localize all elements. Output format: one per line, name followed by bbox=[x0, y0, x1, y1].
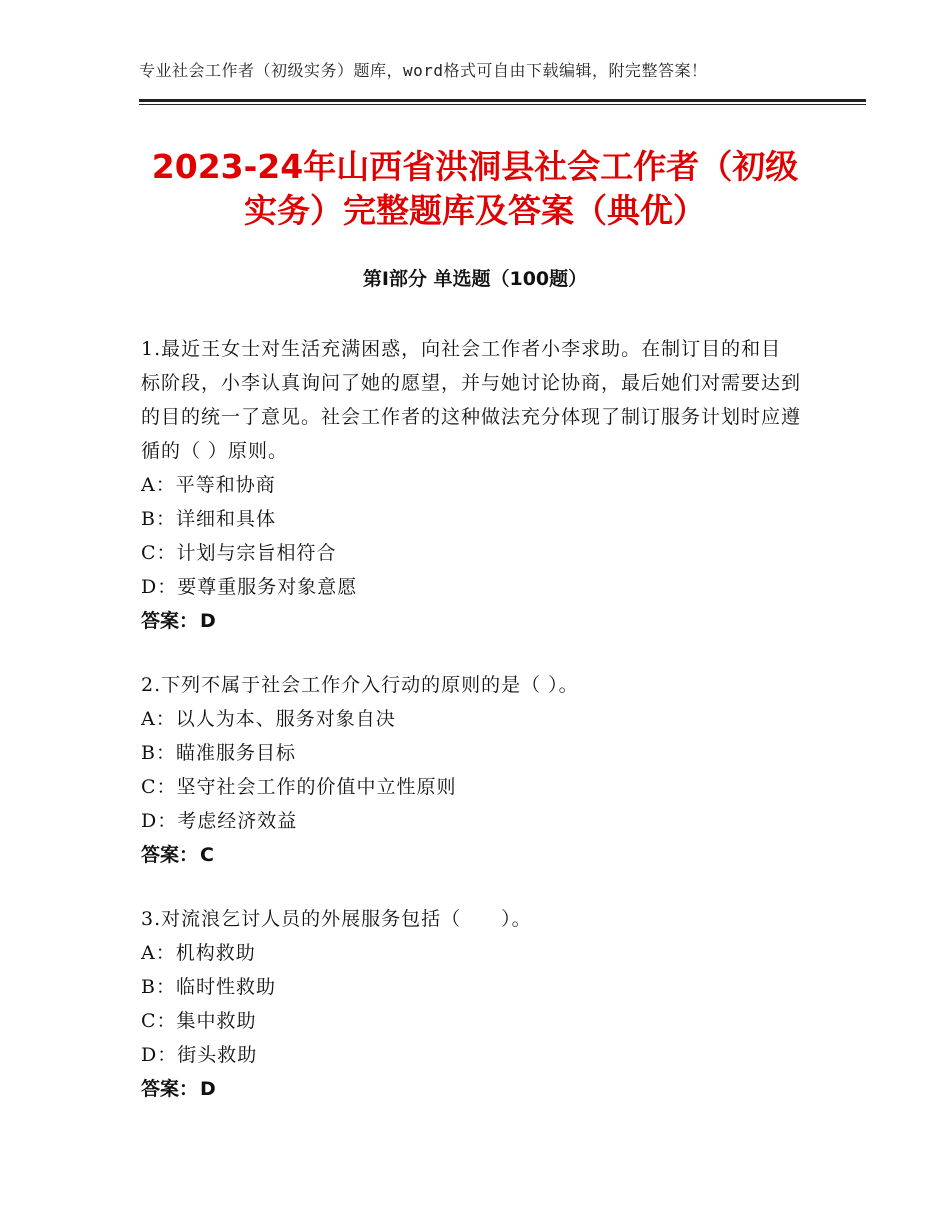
option-d: D：考虑经济效益 bbox=[141, 810, 298, 832]
question-stem: 3.对流浪乞讨人员的外展服务包括（ ）。 bbox=[141, 908, 532, 930]
answer-label: 答案： bbox=[141, 1078, 199, 1100]
option-a: A：平等和协商 bbox=[141, 474, 276, 496]
question-3 bbox=[141, 902, 801, 1106]
header-rule-thick bbox=[139, 99, 866, 102]
document-title: 2023-24年山西省洪洞县社会工作者（初级实务）完整题库及答案（典优） bbox=[151, 147, 799, 230]
question-stem: 1.最近王女士对生活充满困惑，向社会工作者小李求助。在制订目的和目标阶段，小李认真询问了她的愿望，并与她讨论协商，最后她们对需要达到的目的统一了意见。社会工作者的这种做法充分体现了制订服务计划时应遵循的（ ）原则。 bbox=[141, 338, 802, 462]
option-b: B：瞄准服务目标 bbox=[141, 742, 296, 764]
option-d: D：街头救助 bbox=[141, 1044, 258, 1066]
answer-value: C bbox=[200, 844, 214, 866]
answer-value: D bbox=[200, 1078, 216, 1100]
question-1 bbox=[141, 332, 801, 638]
option-b: B：详细和具体 bbox=[141, 508, 276, 530]
section-heading: 第Ⅰ部分 单选题（100题） bbox=[362, 268, 588, 290]
answer-line bbox=[141, 604, 801, 638]
option-c: C：坚守社会工作的价值中立性原则 bbox=[141, 776, 457, 798]
header-note: 专业社会工作者（初级实务）题库，word格式可自由下载编辑，附完整答案！ bbox=[139, 61, 708, 80]
option-a: A：以人为本、服务对象自决 bbox=[141, 708, 396, 730]
option-a: A：机构救助 bbox=[141, 942, 256, 964]
option-b: B：临时性救助 bbox=[141, 976, 276, 998]
answer-label: 答案： bbox=[141, 610, 199, 632]
header-rule-thin bbox=[139, 104, 866, 105]
question-list bbox=[141, 332, 801, 1136]
option-c: C：集中救助 bbox=[141, 1010, 257, 1032]
question-2 bbox=[141, 668, 801, 872]
answer-line bbox=[141, 838, 801, 872]
option-d: D：要尊重服务对象意愿 bbox=[141, 576, 358, 598]
answer-value: D bbox=[200, 610, 216, 632]
answer-line bbox=[141, 1072, 801, 1106]
answer-label: 答案： bbox=[141, 844, 199, 866]
question-stem: 2.下列不属于社会工作介入行动的原则的是（ ）。 bbox=[141, 674, 579, 696]
option-c: C：计划与宗旨相符合 bbox=[141, 542, 337, 564]
